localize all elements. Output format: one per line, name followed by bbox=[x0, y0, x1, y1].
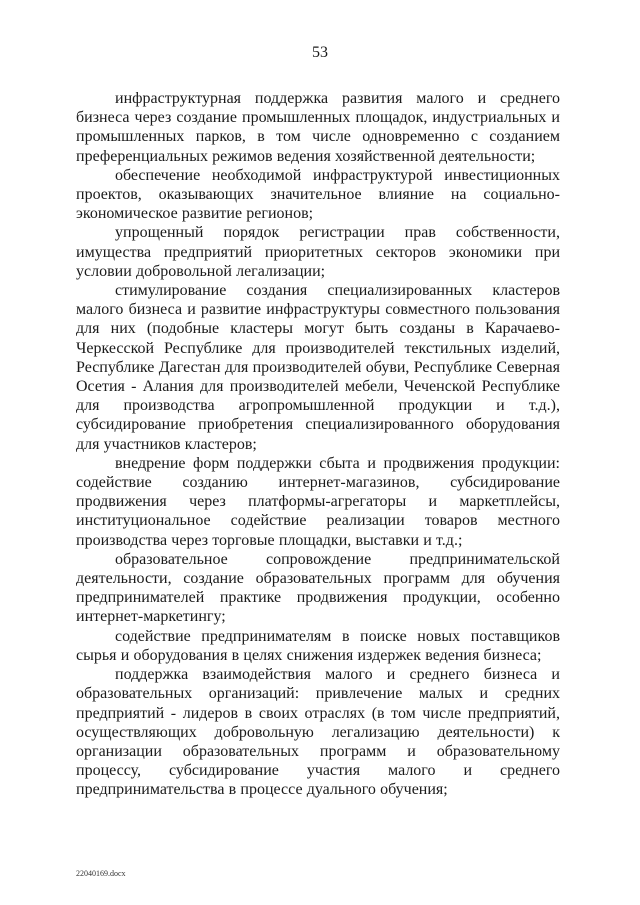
list-item: инфраструктурная поддержка развития малого и среднего бизнеса через создание промышленных площадок, индустриальных и промышленных парков, в том числе одновременно с созданием преференциальных режимов ведения хозяйственной деятельности; bbox=[76, 90, 560, 165]
list-item: поддержка взаимодействия малого и среднего бизнеса и образовательных организаций: привлечение малых и средних предприятий - лидеров в своих отраслях (в том числе предприятий, осуществляющих добровольную легализацию деятельности) к организации образовательных программ и образовательному процессу, субсидирование участия малого и среднего предпринимательства в процессе дуального обучения; bbox=[76, 666, 560, 799]
list-item: внедрение форм поддержки сбыта и продвижения продукции: содействие созданию интернет-магазинов, субсидирование продвижения через платформы-агрегаторы и маркетплейсы, институциональное содействие реализации товаров местного производства через торговые площадки, выставки и т.д.; bbox=[76, 454, 560, 549]
list-item: образовательное сопровождение предпринимательской деятельности, создание образовательных программ для обучения предпринимателей практике продвижения продукции, особенно интернет-маркетингу; bbox=[76, 550, 560, 626]
list-item: обеспечение необходимой инфраструктурой инвестиционных проектов, оказывающих значительное влияние на социально-экономическое развитие регионов; bbox=[76, 166, 560, 223]
list-item: упрощенный порядок регистрации прав собственности, имущества предприятий приоритетных секторов экономики при условии добровольной легализации; bbox=[76, 224, 560, 280]
list-item: стимулирование создания специализированных кластеров малого бизнеса и развитие инфраструктуры совместного пользования для них (подобные кластеры могут быть созданы в Карачаево-Черкесской Республике для производителей текстильных изделий, Республике Дагестан для производителей обуви, Республике Северная Осетия - Алания для производителей мебели, Чеченской Республике для производства агропромышленной продукции и т.д.), субсидирование приобретения специализированного оборудования для участников кластеров; bbox=[76, 282, 560, 453]
page-number: 53 bbox=[312, 44, 328, 61]
document-body bbox=[76, 89, 560, 800]
list-item: содействие предпринимателям в поиске новых поставщиков сырья и оборудования в целях снижения издержек ведения бизнеса; bbox=[76, 627, 560, 664]
footer-filename: 22040169.docx bbox=[76, 869, 126, 878]
